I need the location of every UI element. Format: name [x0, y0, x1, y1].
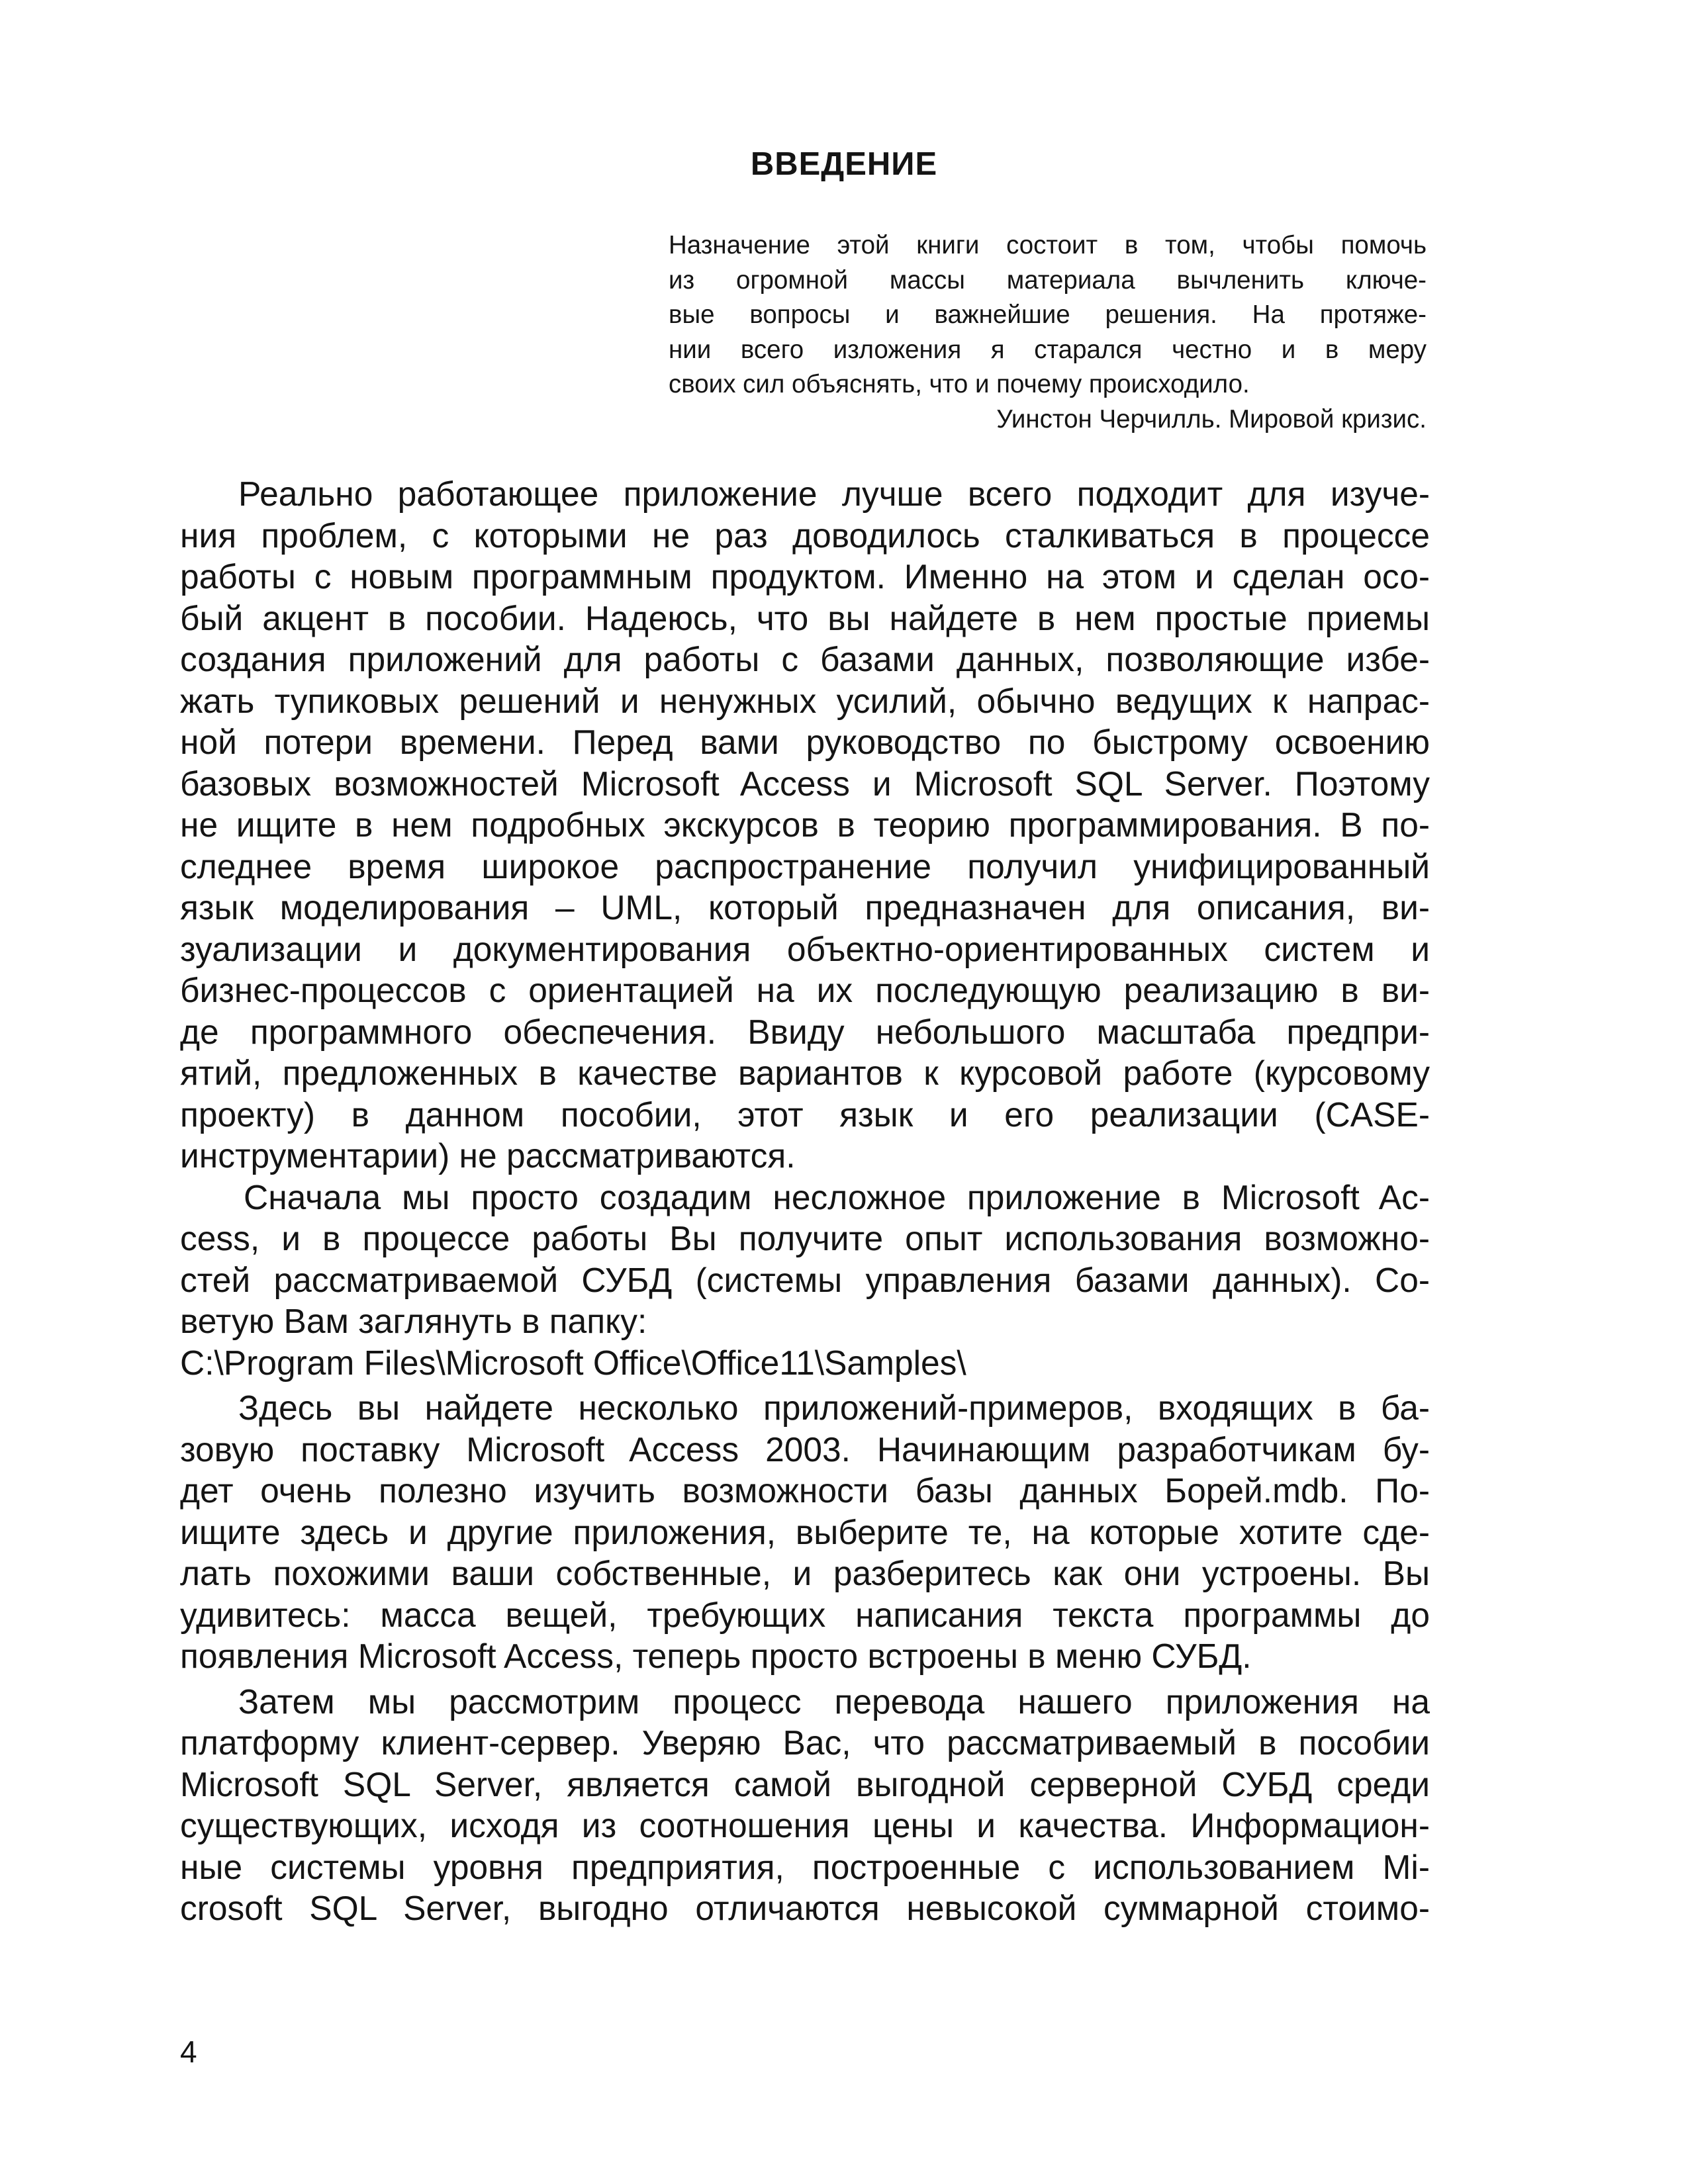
folder-path: C:\Program Files\Microsoft Office\Office11\Samples\ [180, 1343, 966, 1382]
text-line: ные системы уровня предприятия, построенные с использованием Mi- [180, 1847, 1430, 1886]
text-line: проекту) в данном пособии, этот язык и его реализации (CASE- [180, 1095, 1430, 1134]
text-line: Сначала мы просто создадим несложное приложение в Microsoft Ac- [244, 1177, 1430, 1216]
paragraph-4 [180, 1681, 1430, 1929]
text-line: платформу клиент-сервер. Уверяю Вас, что рассматриваемый в пособии [180, 1723, 1430, 1762]
text-line: Реально работающее приложение лучше всего подходит для изуче- [238, 475, 1430, 513]
text-line: Здесь вы найдете несколько приложений-примеров, входящих в ба- [238, 1388, 1430, 1427]
epigraph-line: вые вопросы и важнейшие решения. На протяже- [669, 300, 1427, 329]
text-line: ветую Вам заглянуть в папку: [180, 1302, 647, 1340]
text-line: бый акцент в пособии. Надеюсь, что вы найдете в нем простые приемы [180, 598, 1430, 637]
epigraph-line: Назначение этой книги состоит в том, чтобы помочь [669, 231, 1427, 259]
text-line: Затем мы рассмотрим процесс перевода нашего приложения на [238, 1682, 1430, 1721]
text-line: базовых возможностей Microsoft Access и Microsoft SQL Server. Поэтому [180, 764, 1430, 803]
text-line: зуализации и документирования объектно-ориентированных систем и [180, 929, 1430, 968]
text-line: cess, и в процессе работы Вы получите опыт использования возможно- [180, 1219, 1430, 1257]
text-line: ищите здесь и другие приложения, выберите те, на которые хотите сде- [180, 1512, 1430, 1551]
paragraph-1 [180, 473, 1430, 1177]
text-line: появления Microsoft Access, теперь просто встроены в меню СУБД. [180, 1637, 1252, 1675]
epigraph-line: своих сил объяснять, что и почему происходило. [669, 370, 1250, 398]
text-line: ятий, предложенных в качестве вариантов к курсовой работе (курсовому [180, 1054, 1430, 1092]
text-line: стей рассматриваемой СУБД (системы управления базами данных). Со- [180, 1260, 1430, 1299]
text-line: дет очень полезно изучить возможности базы данных Борей.mdb. По- [180, 1471, 1430, 1510]
text-line: язык моделирования – UML, который предназначен для описания, ви- [180, 888, 1430, 927]
paragraph-3 [180, 1387, 1430, 1677]
page-number: 4 [180, 2034, 197, 2069]
text-line: Microsoft SQL Server, является самой выгодной серверной СУБД среди [180, 1764, 1430, 1803]
epigraph [669, 228, 1427, 437]
text-line: ния проблем, с которыми не раз доводилось сталкиваться в процессе [180, 516, 1430, 555]
epigraph-line: из огромной массы материала вычленить ключе- [669, 265, 1427, 295]
text-line: инструментарии) не рассматриваются. [180, 1136, 796, 1175]
paragraph-2 [180, 1177, 1430, 1384]
text-line: бизнес-процессов с ориентацией на их последующую реализацию в ви- [180, 971, 1430, 1009]
text-line: жать тупиковых решений и ненужных усилий, обычно ведущих к напрас- [180, 681, 1430, 720]
chapter-heading: ВВЕДЕНИЕ [750, 146, 938, 182]
text-line: существующих, исходя из соотношения цены и качества. Информацион- [180, 1806, 1430, 1844]
text-line: де программного обеспечения. Ввиду небольшого масштаба предпри- [180, 1012, 1430, 1051]
text-line: удивитесь: масса вещей, требующих написания текста программы до [180, 1595, 1430, 1634]
text-line: зовую поставку Microsoft Access 2003. Начинающим разработчикам бу- [180, 1430, 1430, 1469]
text-line: crosoft SQL Server, выгодно отличаются невысокой суммарной стоимо- [180, 1889, 1430, 1927]
text-line: создания приложений для работы с базами данных, позволяющие избе- [180, 640, 1430, 678]
epigraph-author: Уинстон Черчилль. Мировой кризис. [996, 404, 1427, 433]
text-line: ной потери времени. Перед вами руководство по быстрому освоению [180, 723, 1430, 761]
text-line: не ищите в нем подробных экскурсов в теорию программирования. В по- [180, 805, 1430, 844]
text-line: следнее время широкое распространение получил унифицированный [180, 846, 1430, 886]
text-line: лать похожими ваши собственные, и разберитесь как они устроены. Вы [180, 1554, 1430, 1592]
body-text [180, 473, 1430, 1929]
epigraph-line: нии всего изложения я старался честно и в меру [669, 335, 1427, 364]
text-line: работы с новым программным продуктом. Именно на этом и сделан осо- [180, 557, 1430, 596]
